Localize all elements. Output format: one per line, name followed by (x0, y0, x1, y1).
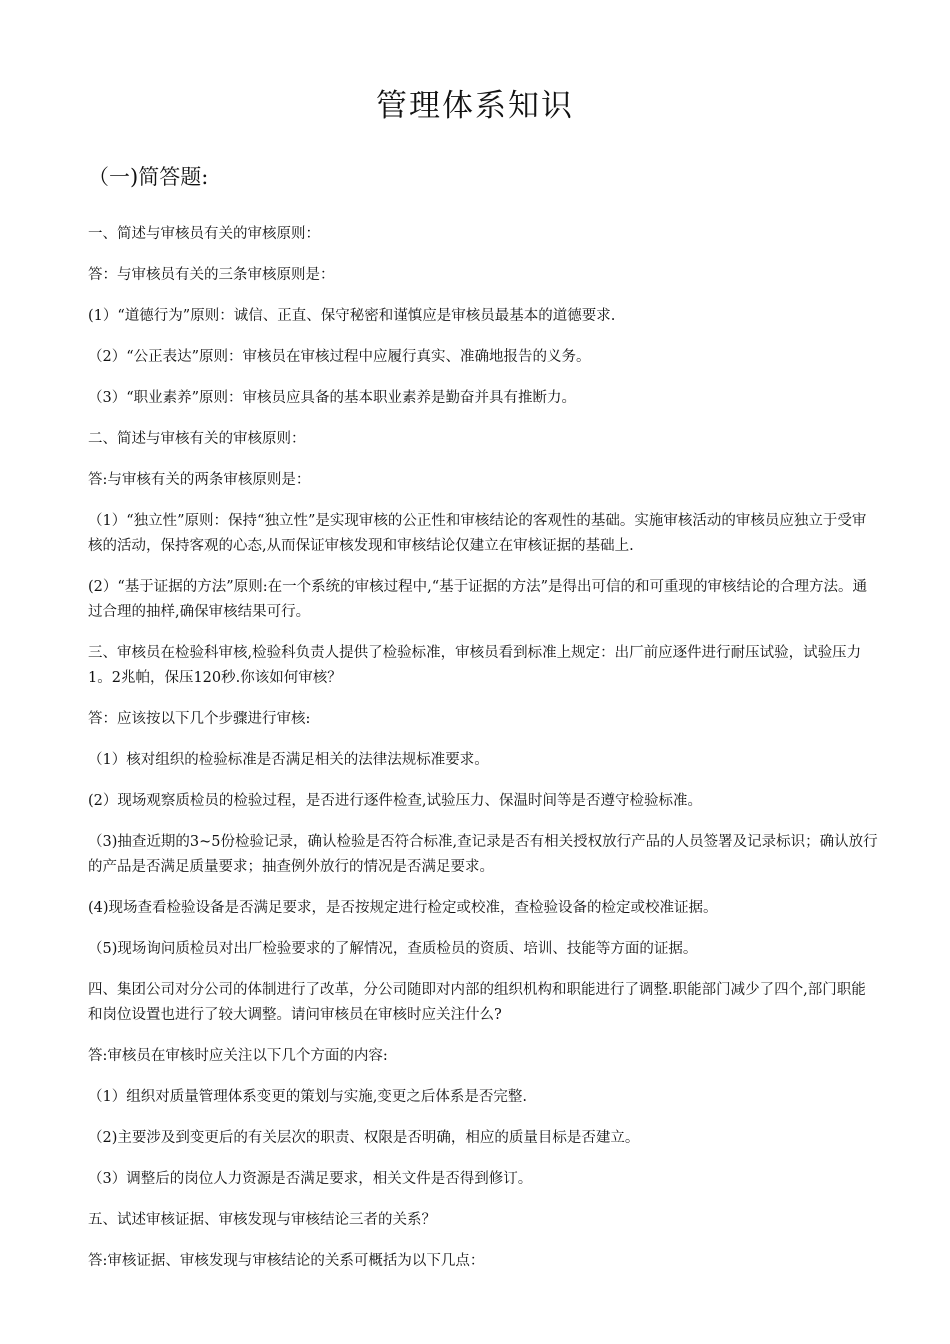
answer-3-item: (4)现场查看检验设备是否满足要求，是否按规定进行检定或校准，查检验设备的检定或校准证据。 (88, 900, 718, 916)
document-body (88, 222, 878, 1290)
question-1: 一、简述与审核员有关的审核原则： (88, 226, 320, 242)
answer-5-intro: 答:审核证据、审核发现与审核结论的关系可概括为以下几点： (88, 1253, 485, 1269)
question-3: 三、审核员在检验科审核,检验科负责人提供了检验标准，审核员看到标准上规定：出厂前应逐件进行耐压试验，试验压力1。2兆帕，保压120秒.你该如何审核？ (88, 645, 862, 686)
answer-3-item: （3)抽查近期的3~5份检验记录，确认检验是否符合标准,查记录是否有相关授权放行产品的人员签署及记录标识；确认放行的产品是否满足质量要求；抽查例外放行的情况是否满足要求。 (88, 834, 878, 875)
answer-4-item: （3）调整后的岗位人力资源是否满足要求，相关文件是否得到修订。 (88, 1171, 533, 1187)
section-heading: （一)简答题: (88, 165, 209, 189)
question-4: 四、集团公司对分公司的体制进行了改革，分公司随即对内部的组织机构和职能进行了调整.职能部门减少了四个,部门职能和岗位设置也进行了较大调整。请问审核员在审核时应关注什么? (88, 982, 866, 1023)
question-5: 五、试述审核证据、审核发现与审核结论三者的关系？ (88, 1212, 436, 1228)
answer-2-item: (2）“基于证据的方法”原则:在一个系统的审核过程中,“基于证据的方法”是得出可信的和可重现的审核结论的合理方法。通过合理的抽样,确保审核结果可行。 (88, 579, 868, 620)
answer-1-item: (1）“道德行为”原则：诚信、正直、保守秘密和谨慎应是审核员最基本的道德要求. (88, 308, 616, 324)
answer-4-intro: 答:审核员在审核时应关注以下几个方面的内容: (88, 1048, 388, 1064)
answer-1-intro: 答：与审核员有关的三条审核原则是： (88, 267, 335, 283)
answer-3-item: （5)现场询问质检员对出厂检验要求的了解情况，查质检员的资质、培训、技能等方面的证据。 (88, 941, 698, 957)
answer-4-item: （2)主要涉及到变更后的有关层次的职责、权限是否明确，相应的质量目标是否建立。 (88, 1130, 640, 1146)
question-2: 二、简述与审核有关的审核原则： (88, 431, 306, 447)
answer-3-item: (2）现场观察质检员的检验过程，是否进行逐件检查,试验压力、保温时间等是否遵守检验标准。 (88, 793, 702, 809)
answer-3-item: （1）核对组织的检验标准是否满足相关的法律法规标准要求。 (88, 752, 489, 768)
answer-2-item: （1）“独立性”原则：保持“独立性”是实现审核的公正性和审核结论的客观性的基础。实施审核活动的审核员应独立于受审核的活动，保持客观的心态,从而保证审核发现和审核结论仅建立在审核证据的基础上. (88, 513, 867, 554)
answer-1-item: （2）“公正表达”原则：审核员在审核过程中应履行真实、准确地报告的义务。 (88, 349, 591, 365)
answer-3-intro: 答：应该按以下几个步骤进行审核: (88, 711, 311, 727)
answer-1-item: （3）“职业素养”原则：审核员应具备的基本职业素养是勤奋并具有推断力。 (88, 390, 577, 406)
answer-4-item: （1）组织对质量管理体系变更的策划与实施,变更之后体系是否完整. (88, 1089, 527, 1105)
answer-2-intro: 答:与审核有关的两条审核原则是： (88, 472, 311, 488)
document-title: 管理体系知识 (376, 88, 574, 124)
